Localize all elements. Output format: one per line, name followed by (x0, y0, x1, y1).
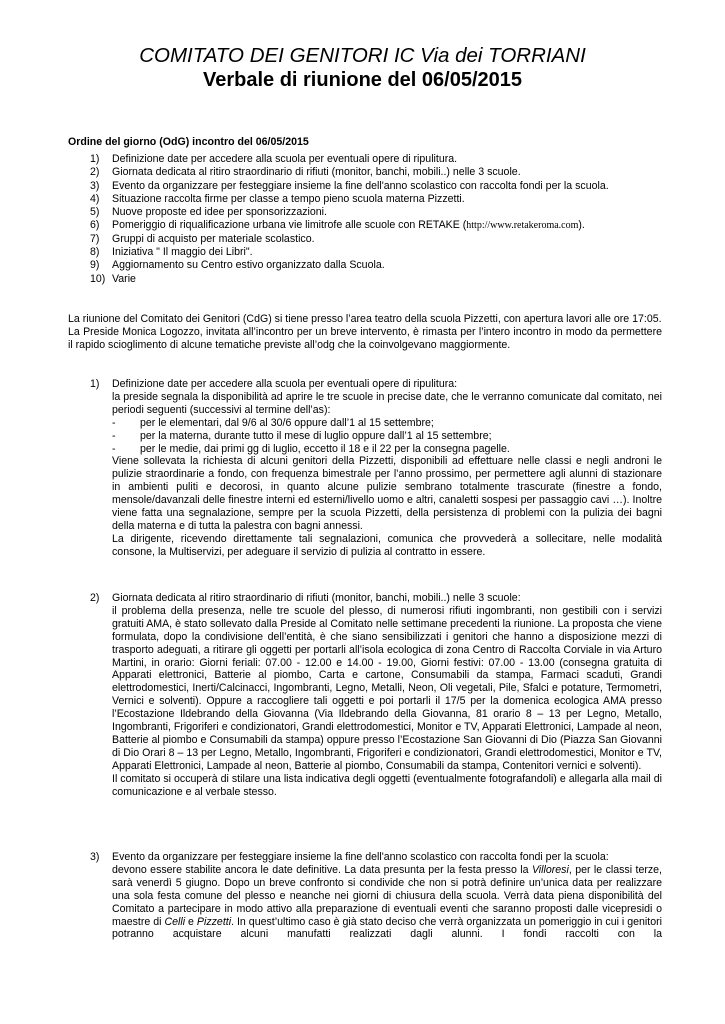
section-body (112, 605, 662, 799)
section-3 (68, 851, 662, 941)
section-paragraph: il problema della presenza, nelle tre scuole del plesso, di numerosi rifiuti ingombranti, non gestibili con i servizi gratuiti AMA, è stato sollevato dalla Preside al Comitato nelle settimane precedenti la riunione. La proposta che viene formulata, dopo la condivisione dell’entità, è che siano sensibilizzati i genitori che hanno a disposizione mezzi di trasporto adeguati, a ritirare gli oggetti per portarli all’isola ecologica di zona Centro di Raccolta Corviale in via Arturo Martini, in orario: Giorni feriali: 07.00 - 12.00 e 14.00 - 19.00, Giorni festivi: 07.00 - 13.00 (consegna gratuita di Apparati elettronici, Batterie al piombo, Carta e cartone, Consumabili da stampa, Farmaci scaduti, Grandi elettrodomestici, Inerti/Calcinacci, Ingombranti, Legno, Metalli, Neon, Oli vegetali, Pile, Sfalci e potature, Termometri, Vernici e solventi). Oppure a raccogliere tali oggetti e poi portarli il 17/5 per la domenica ecologica AMA presso l’Ecostazione Ildebrando della Giovanna (Via Ildebrando della Giovanna, 81 orario 8 – 13 per Legno, Metallo, Ingombranti, Frigoriferi e condizionatori, Grandi elettrodomestici, Monitor e TV, Apparati Elettronici, Lampade al neon, Batterie al piombo e Consumabili da stampa) oppure presso l’Ecostazione San Giovanni di Dio (Piazza San Giovanni di Dio Orari 8 – 13 per Legno, Metallo, Ingombranti, Frigoriferi e condizionatori, Grandi elettrodomestici, Monitor e TV, Apparati Elettronici, Lampade al neon, Batterie al piombo, Consumabili da stampa, Contenitori vernici e solventi). (112, 604, 662, 772)
section-paragraph: la preside segnala la disponibilità ad aprire le tre scuole in precise date, che le verranno comunicate dal comitato, nei periodi seguenti (successivi al termine dell’as): (112, 390, 662, 416)
intro-paragraph: La riunione del Comitato dei Genitori (CdG) si tiene presso l’area teatro della scuola Pizzetti, con apertura lavori alle ore 17:05. (68, 313, 662, 325)
odg-item: 3) Evento da organizzare per festeggiare insieme la fine dell'anno scolastico con raccolta fondi per la scuola. (90, 179, 609, 192)
odg-item: 1) Definizione date per accedere alla scuola per eventuali opere di ripulitura. (90, 153, 458, 165)
odg-item: 5) Nuove proposte ed idee per sponsorizzazioni. (90, 206, 327, 219)
odg-item: 4) Situazione raccolta firme per classe a tempo pieno scuola materna Pizzetti. (90, 192, 465, 205)
section-paragraph: La dirigente, ricevendo direttamente tali segnalazioni, comunica che provvederà a sollecitare, nelle modalità consone, la Multiservizi, per adeguare il servizio di pulizia al contratto in essere. (112, 532, 662, 558)
section-heading: 1) Definizione date per accedere alla scuola per eventuali opere di ripulitura: (90, 378, 458, 390)
odg-item: 10) Varie (90, 272, 136, 285)
odg-heading: Ordine del giorno (OdG) incontro del 06/05/2015 (68, 136, 309, 148)
section-paragraph: devono essere stabilite ancora le date definitive. La data presunta per la festa presso la Villoresi, per le classi terze, sarà venerdì 5 giugno. Dopo un breve confronto si condivide che non si potrà definire un’unica data per realizzare una sola festa comune del plesso e neanche nei giorni di chiusura della scuola. Verrà data piena disponibilità del Comitato a partecipare in modo attivo alla preparazione di eventuali eventi che saranno proposti dalle vicepresidi o maestre di Celli e Pizzetti. In quest’ultimo caso è già stato deciso che verrà organizzata un pomeriggio in cui i genitori potranno acquistare alcuni manufatti realizzati dagli alunni. I fondi raccolti con la (112, 863, 662, 941)
dash-item: - per le medie, dai primi gg di luglio, eccetto il 18 e il 22 per la consegna pagelle. (112, 442, 510, 455)
odg-item: 2) Giornata dedicata al ritiro straordinario di rifiuti (monitor, banchi, mobili..) nelle 3 scuole. (90, 166, 521, 179)
section-body (112, 864, 662, 941)
odg-item: 6) Pomeriggio di riqualificazione urbana vie limitrofe alle scuole con RETAKE (http://www.retakeroma.com). (90, 219, 585, 232)
section-2 (68, 592, 662, 799)
section-body (112, 391, 662, 559)
odg-item: 8) Iniziativa " Il maggio dei Libri". (90, 246, 253, 259)
section-heading: 3) Evento da organizzare per festeggiare insieme la fine dell'anno scolastico con raccolta fondi per la scuola: (90, 851, 609, 863)
dash-item: - per la materna, durante tutto il mese di luglio oppure dall’1 al 15 settembre; (112, 429, 492, 442)
section-paragraph: Viene sollevata la richiesta di alcuni genitori della Pizzetti, disponibili ad effettuare nelle classi e negli androni le pulizie straordinarie a fondo, con frequenza bimestrale per l’anno prossimo, per permettere agli alunni di stazionare in ambienti puliti e decorosi, in quanto alcune pulizie sembrano totalmente trascurate (finestre a fondo, mensole/davanzali delle finestre interni ed esterni/livello uomo e altri, canaletti sospesi per passaggio cavi …). Inoltre viene fatta una segnalazione, sempre per la scuola Pizzetti, della persistenza di problemi con la pulizia dei bagni della materna e di tutta la palestra con bagni annessi. (112, 455, 662, 532)
section-paragraph: Il comitato si occuperà di stilare una lista indicativa degli oggetti (eventualmente fotografandoli) e allegarla alla mail di comunicazione e al verbale stesso. (112, 772, 662, 798)
odg-item: 9) Aggiornamento su Centro estivo organizzato dalla Scuola. (90, 259, 385, 272)
section-heading: 2) Giornata dedicata al ritiro straordinario di rifiuti (monitor, banchi, mobili..) nelle 3 scuole: (90, 592, 521, 604)
intro-section (68, 313, 662, 352)
odg-item: 7) Gruppi di acquisto per materiale scolastico. (90, 232, 315, 245)
odg-list (68, 153, 668, 286)
retake-link[interactable]: http://www.retakeroma.com (466, 220, 579, 232)
intro-paragraph: La Preside Monica Logozzo, invitata all’incontro per un breve intervento, è rimasta per l’intero incontro in modo da permettere il rapido scioglimento di alcune tematiche previste all’odg che la coinvolgevano maggiormente. (68, 325, 662, 351)
dash-list (112, 417, 662, 456)
section-1 (68, 378, 662, 559)
document-title: COMITATO DEI GENITORI IC Via dei TORRIANI (139, 44, 586, 67)
document-subtitle: Verbale di riunione del 06/05/2015 (202, 69, 523, 91)
dash-item: - per le elementari, dal 9/6 al 30/6 oppure dall’1 al 15 settembre; (112, 416, 434, 429)
